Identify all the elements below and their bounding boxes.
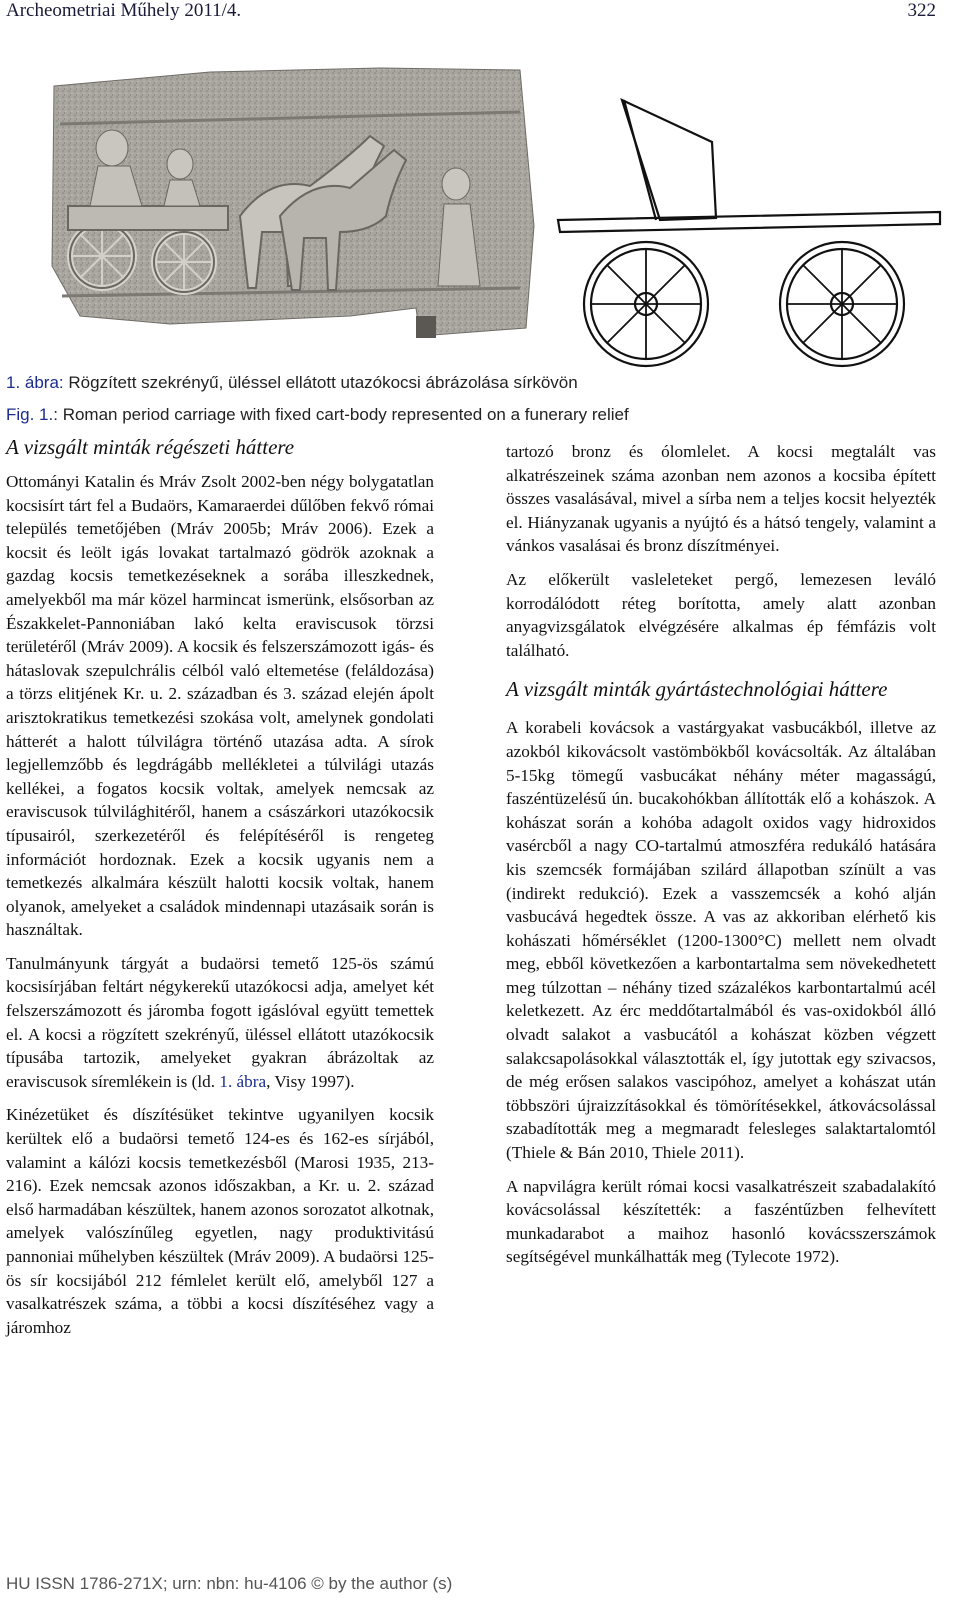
left-column — [6, 434, 434, 1349]
figure-label-hu: 1. ábra: — [6, 373, 64, 392]
page-footer: HU ISSN 1786-271X; urn: nbn: hu-4106 © by the author (s) — [6, 1574, 453, 1593]
page-header — [6, 0, 936, 26]
figure-caption-hu — [6, 373, 946, 393]
paragraph: A napvilágra került római kocsi vasalkatrészeit szabadalakító kovácsolással készítették: a faszéntűzben felhevített munkadarabot a maihoz hasonló kovácsszerszámok segítségével munkálhatták meg (Tylecote 1972). — [506, 1176, 936, 1267]
journal-title: Archeometriai Műhely 2011/4. — [6, 0, 242, 21]
figure-caption-en — [6, 405, 946, 425]
figure-caption-en-text: : Roman period carriage with fixed cart-body represented on a funerary relief — [53, 405, 629, 424]
paragraph: tartozó bronz és ólomlelet. A kocsi megtalált vas alkatrészeinek száma azonban nem azonos a kocsiba épített összes vasalásával, mivel a sírba nem a teljes kocsit helyezték el. Hiányzanak ugyanis a nyújtó és a hátsó tengely, valamint a vánkos vasalásai és bronz díszítményei. — [506, 442, 936, 556]
paragraph-text: Tanulmányunk tárgyát a budaörsi temető 125-ös számú kocsisírjában feltárt négykerekű utazókocsi adja, amelyet két felszerszámozott és járomba fogott igáslóval együtt temettek el. A kocsi a rögzített szekrényű, üléssel ellátott utazókocsik típusába tartozik, amelyeket gyakran ábrázoltak az eraviscusok síremlékein is (ld. — [6, 953, 434, 1091]
funerary-relief-photo — [50, 66, 536, 356]
paragraph: Az előkerült vasleleteket pergő, lemezesen leváló korrodálódott réteg borította, amely alatt azonban anyagvizsgálatok elvégzésére alkalmas ép fémfázis volt található. — [506, 569, 936, 660]
section-heading-archaeological: A vizsgált minták régészeti háttere — [6, 435, 295, 459]
figure-1 — [0, 66, 960, 366]
paragraph — [6, 952, 434, 1094]
paragraph: Ottományi Katalin és Mráv Zsolt 2002-ben négy bolygatatlan kocsisírt tárt fel a Budaörs, Kamaraerdei dűlőben fekvő római település temetőjében (Mráv 2005b; Mráv 2006). Ezek a kocsit és leölt igás lovakat tartalmazó gödrök azoknak a gazdag kocsis temetkezéseknek a sorába illeszkednek, amelyekből ma már közel harmincat ismerünk, elsősorban az Északkelet-Pannoniában lakó kelta eraviscusok törzsi területéről (Mráv 2009). A kocsik és felszerszámozott igás- és hátaslovak szepulchrális célból való eltemetése (feláldozása) a törzs elitjének Kr. u. 2. században és 3. század elején ápolt arisztokratikus temetkezési szokása volt, amelynek gondolati hátterét a halott túlvilágra történő utazása adta. A sírok legjellemzőbb és legdrágább mellékletei a túlvilági utazás kellékei, a fogatos kocsik voltak, amelyek nemcsak az eraviscusok túlvilághitéről, hanem a császárkori utazókocsik típusairól, szerkezetéről és felépítéséről is rengeteg információt hordoznak. Ezek a kocsik ugyanis nem a temetkezés alkalmára készült halotti kocsik voltak, hanem olyanok, amelyeket a családok mindennapi utazásaik során is használtak. — [6, 472, 434, 940]
page-number: 322 — [907, 0, 936, 21]
figure-reference-link[interactable]: 1. ábra — [219, 1071, 267, 1091]
paragraph: Kinézetüket és díszítésüket tekintve ugyanilyen kocsik kerültek elő a budaörsi temető 124-es és 162-es sírjából, valamint a kálózi kocsis temetkezésből (Marosi 1935, 213-216). Ezek nemcsak azonos időszakban, a Kr. u. 2. század első harmadában készültek, hanem azonos sorozatot alkotnak, amelyek valószínűleg egyetlen, nagy produktivitású pannoniai műhelyben készültek (Mráv 2009). A budaörsi 125-ös sír kocsijából 212 fémlelet került elő, amelyből 127 a vasalkatrészek száma, a többi a kocsi díszítéséhez vagy a járomhoz — [6, 1105, 434, 1337]
section-heading-technology: A vizsgált minták gyártástechnológiai háttere — [506, 677, 888, 702]
right-column — [506, 440, 936, 1279]
figure-label-en: Fig. 1. — [6, 405, 54, 424]
paragraph: A korabeli kovácsok a vastárgyakat vasbucákból, illetve az azokból kikovácsolt vastömbökből kovácsolták. Az általában 5-15kg tömegű vasbucákat néhány méter magasságú, faszéntüzelésű ún. bucakohókban állították elő a kohászok. A kohászat során a kohóba adagolt oxidos vagy hidroxidos vasércből a nagy CO-tartalmú atmoszféra redukáló hatására kis szemcsék formájában szilárd állapotban színült a vas (indirekt redukció). Ezek a vasszemcsék a kohó alján vasbucává hegedtek össze. A vas az akkoriban elérhető kis kohászati hőmérséklet (1200-1300°C) mellett nem olvadt meg, ebből következően a karbontartalma sem növekedhetett meg túlzottan – néhány tized százalékos karbontartalmú acél keletkezett. Az érc meddőtartalmából és vas-oxidokból álló olvadt salakot a vasbucától a kohászat közben végzett salakcsapolásokkal választották el, így jutottak egy szivacsos, de még erősen salakos vascipóhoz, amelyet a kohászat után többszöri újraizzításokkal és tömörítésekkel, átkovácsolással szabadították meg a megmaradt felesleges salaktartalomtól (Thiele & Bán 2010, Thiele 2011). — [506, 718, 936, 1163]
carriage-line-drawing — [552, 82, 952, 372]
paragraph-text: , Visy 1997). — [266, 1071, 355, 1091]
figure-caption-hu-text: Rögzített szekrényű, üléssel ellátott utazókocsi ábrázolása sírkövön — [63, 373, 578, 392]
